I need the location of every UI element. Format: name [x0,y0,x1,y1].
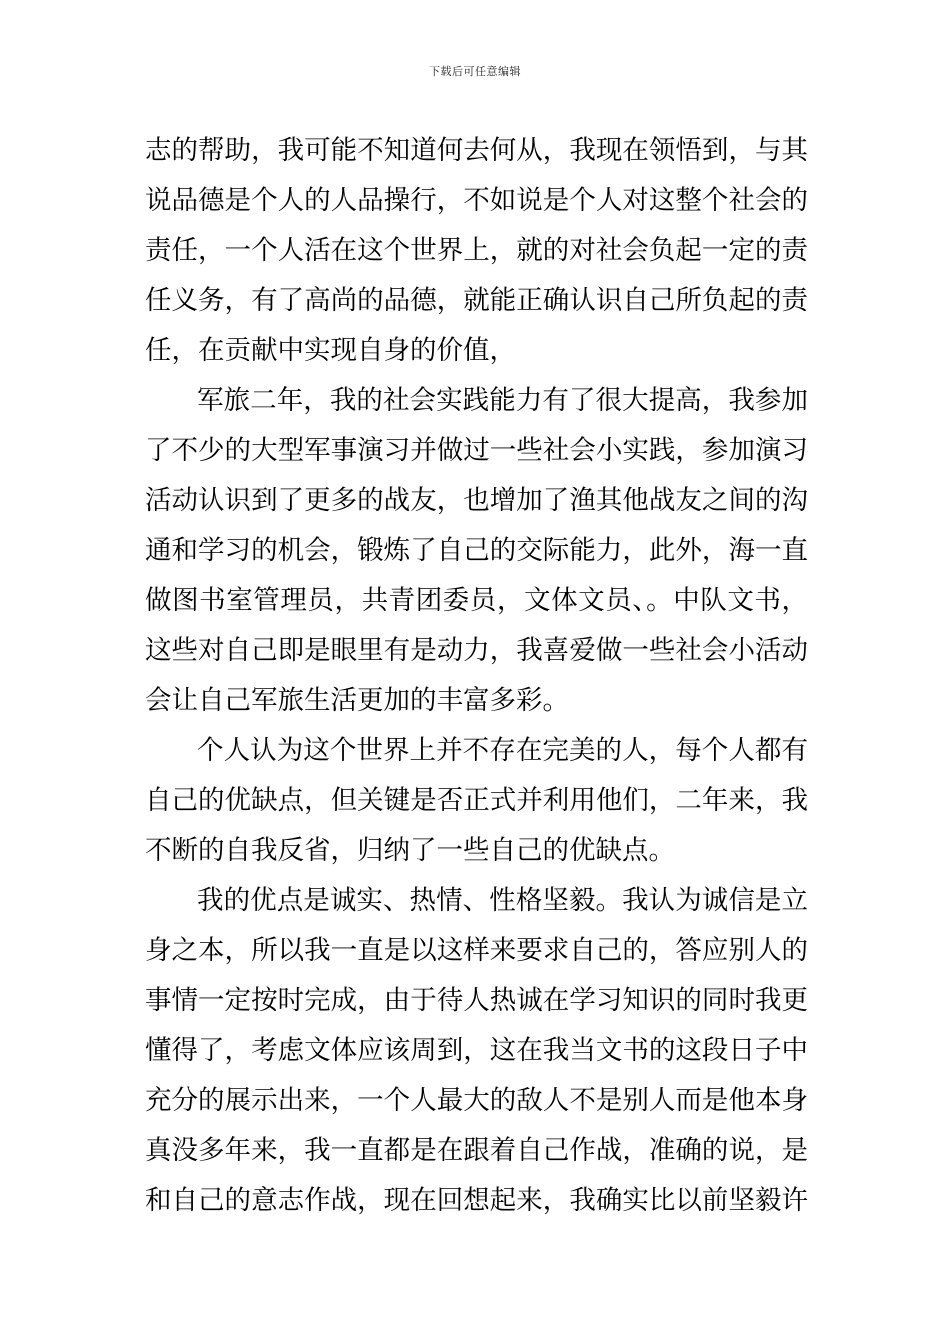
text-line: 真没多年来，我一直都是在跟着自己作战，准确的说，是 [145,1135,808,1166]
text-line: 会让自己军旅生活更加的丰富多彩。 [145,685,569,716]
paragraph-first-line: 军旅二年，我的社会实践能力有了很大提高，我参加 [197,385,808,416]
text-line: 活动认识到了更多的战友，也增加了渔其他战友之间的沟 [145,485,808,516]
text-line: 身之本，所以我一直是以这样来要求自己的，答应别人的 [145,935,808,966]
text-line: 志的帮助，我可能不知道何去何从，我现在领悟到，与其 [145,135,808,166]
text-line: 责任，一个人活在这个世界上，就的对社会负起一定的责 [145,235,808,266]
text-line: 事情一定按时完成，由于待人热诚在学习知识的同时我更 [145,985,808,1016]
text-line: 做图书室管理员，共青团委员，文体文员、。中队文书， [145,585,808,616]
text-line: 了不少的大型军事演习并做过一些社会小实践，参加演习 [145,435,808,466]
text-line: 和自己的意志作战，现在回想起来，我确实比以前坚毅许 [145,1185,808,1216]
text-line: 充分的展示出来，一个人最大的敌人不是别人而是他本身 [145,1085,808,1116]
text-line: 说品德是个人的人品操行，不如说是个人对这整个社会的 [145,185,808,216]
text-line: 这些对自己即是眼里有是动力，我喜爱做一些社会小活动 [145,635,808,666]
text-line: 任，在贡献中实现自身的价值， [145,335,516,366]
paragraph-first-line: 个人认为这个世界上并不存在完美的人，每个人都有 [197,735,808,766]
page-header: 下载后可任意编辑 [429,65,521,78]
text-line: 通和学习的机会，锻炼了自己的交际能力，此外，海一直 [145,535,808,566]
paragraph-first-line: 我的优点是诚实、热情、性格坚毅。我认为诚信是立 [197,885,808,916]
text-line: 懂得了，考虑文体应该周到，这在我当文书的这段日子中 [145,1035,808,1066]
text-line: 自己的优缺点，但关键是否正式并利用他们，二年来，我 [145,785,808,816]
text-line: 任义务，有了高尚的品德，就能正确认识自己所负起的责 [145,285,808,316]
text-line: 不断的自我反省，归纳了一些自己的优缺点。 [145,835,675,866]
